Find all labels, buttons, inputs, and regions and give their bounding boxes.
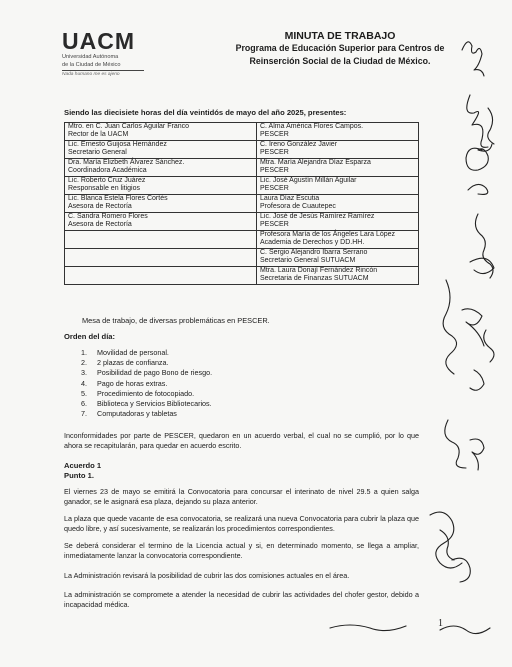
attendee-role: PESCER [260, 149, 289, 157]
attendee-name: Lic. José de Jesús Ramírez Ramírez [260, 213, 375, 220]
agreement-paragraph: El viernes 23 de mayo se emitirá la Convocatoria para concursar el interinato de nivel 29.5 a quien salga ganador, se le asignará esa plaza, dejando su plaza anterior. [64, 487, 419, 507]
document-title: MINUTA DE TRABAJO [284, 30, 396, 42]
attendee-name: Laura Díaz Escutia [260, 195, 320, 202]
signature-mark [488, 108, 494, 144]
empty-cell [65, 249, 257, 267]
list-item [81, 358, 212, 368]
agreement-paragraph: La Administración revisará la posibilidad de cubrir las dos comisiones actuales en el área. [64, 571, 350, 580]
attendee-role: Secretario General [68, 149, 127, 157]
table-row [65, 159, 419, 177]
item-text: Computadoras y tabletas [97, 409, 177, 419]
table-row [65, 267, 419, 285]
signature-mark [470, 370, 484, 390]
attendee-cell [257, 195, 419, 213]
attendee-role: PESCER [260, 185, 289, 193]
attendee-cell [65, 195, 257, 213]
attendee-name: C. Alma América Flores Campos. [260, 123, 364, 130]
empty-cell [65, 231, 257, 249]
list-item [81, 348, 212, 358]
signature-mark [467, 95, 488, 147]
attendee-role: Asesora de Rectoría [68, 221, 132, 229]
attendee-cell [257, 213, 419, 231]
agenda-heading: Orden del día: [64, 332, 116, 341]
item-number: 6. [81, 399, 87, 409]
attendee-cell [65, 213, 257, 231]
signature-mark [452, 558, 470, 582]
item-number: 5. [81, 388, 87, 398]
table-row [65, 177, 419, 195]
signature-mark [440, 530, 454, 560]
attendee-cell [65, 159, 257, 177]
table-row [65, 141, 419, 159]
list-item [81, 368, 212, 378]
item-text: Biblioteca y Servicios Bibliotecarios. [97, 399, 212, 409]
intro-statement: Siendo las diecisiete horas del día veintidós de mayo del año 2025, presentes: [64, 108, 347, 117]
list-item [81, 389, 212, 399]
agreement-paragraph: Se deberá considerar el termino de la Licencia actual y si, en determinado momento, se llega a ampliar, inmediatamente lanzar la convocatoria correspondiente. [64, 541, 419, 561]
attendee-cell [65, 123, 257, 141]
item-number: 7. [81, 409, 87, 419]
signature-mark [440, 626, 490, 634]
attendee-name: Lic. José Agustín Millán Aguilar [260, 177, 357, 184]
table-row [65, 231, 419, 249]
item-text: Movilidad de personal. [97, 348, 169, 357]
attendee-role: PESCER [260, 167, 289, 175]
attendee-name: Mtra. María Alejandra Díaz Esparza [260, 159, 371, 166]
list-item [81, 409, 212, 419]
attendee-name: Profesora María de los Ángeles Lara López [260, 231, 396, 238]
attendee-name: Dra. María Elizbeth Álvarez Sánchez. [68, 159, 185, 166]
inconformidades-paragraph: Inconformidades por parte de PESCER, quedaron en un acuerdo verbal, el cual no se cumplió, por lo que ahora se recapitularán, para quedar en acuerdo escrito. [64, 431, 419, 451]
attendee-cell [257, 249, 419, 267]
signature-mark [466, 144, 492, 170]
empty-cell [65, 267, 257, 285]
table-row [65, 213, 419, 231]
signature-mark [445, 420, 466, 468]
attendee-cell [257, 267, 419, 285]
attendee-name: C. Sandra Romero Flores [68, 213, 148, 220]
attendee-role: Secretaria de Finanzas SUTUACM [260, 275, 369, 283]
attendee-role: PESCER [260, 131, 289, 139]
logo-subtitle-2: de la Ciudad de México [62, 62, 121, 69]
point-title: Punto 1. [64, 471, 94, 481]
item-text: 2 plazas de confianza. [97, 358, 169, 368]
signature-mark [470, 439, 484, 470]
attendees-table [64, 122, 419, 285]
agreement-title: Acuerdo 1 [64, 461, 102, 470]
signature-mark [330, 625, 406, 631]
item-text: Posibilidad de pago Bono de riesgo. [97, 368, 213, 378]
program-line-2: Reinserción Social de la Ciudad de México. [249, 56, 431, 66]
list-item [81, 379, 212, 389]
table-row [65, 249, 419, 267]
page-number: 1 [438, 618, 443, 629]
attendee-name: Mtro. en C. Juan Carlos Aguilar Franco [68, 123, 189, 130]
signature-mark [470, 258, 494, 273]
item-number: 1. [81, 348, 87, 357]
uacm-logo [62, 30, 157, 77]
attendee-cell [257, 159, 419, 177]
item-text: Pago de horas extras. [97, 378, 168, 388]
attendee-name: Lic. Blanca Estela Flores Cortés [68, 195, 168, 202]
attendee-role: Coordinadora Académica [68, 167, 147, 175]
signature-mark [430, 512, 462, 568]
attendee-cell [257, 123, 419, 141]
item-number: 2. [81, 358, 87, 368]
table-row [65, 123, 419, 141]
signature-mark [475, 214, 493, 278]
table-row [65, 195, 419, 213]
attendee-role: PESCER [260, 221, 289, 229]
agreement-paragraph: La plaza que quede vacante de esa convocatoria, se realizará una nueva Convocatoria para cubrir la plaza que quedo libre, y así sucesivamente, se realizarán los procedimientos correspondientes. [64, 514, 419, 534]
logo-subtitle-1: Universidad Autónoma [62, 54, 119, 60]
attendee-cell [257, 141, 419, 159]
logo-divider [62, 70, 144, 71]
attendee-name: Mtra. Laura Donají Fernández Rincón [260, 267, 378, 274]
signature-mark [468, 184, 488, 194]
logo-wordmark: UACM [62, 28, 135, 54]
mesa-statement: Mesa de trabajo, de diversas problemáticas en PESCER. [82, 316, 270, 325]
item-number: 3. [81, 368, 87, 378]
attendee-role: Responsable en litigios [68, 185, 140, 193]
attendee-cell [65, 141, 257, 159]
attendee-name: C. Sergio Alejandro Ibarra Serrano [260, 249, 368, 256]
attendee-cell [65, 177, 257, 195]
attendee-role: Secretario General SUTUACM [260, 257, 356, 265]
program-line-1: Programa de Educación Superior para Centros de [235, 43, 445, 53]
item-number: 4. [81, 378, 87, 388]
attendee-name: Lic. Ernesto Guijosa Hernández [68, 141, 167, 148]
item-text: Procedimiento de fotocopiado. [97, 388, 195, 398]
attendee-role: Asesora de Rectoría [68, 203, 132, 211]
agenda-list [81, 348, 212, 419]
attendee-name: Lic. Roberto Cruz Juárez [68, 177, 146, 184]
logo-tagline: Nada humano me es ajeno [62, 71, 120, 77]
signature-mark [462, 309, 484, 346]
attendee-cell [257, 177, 419, 195]
agreement-paragraph: La administración se compromete a atender la necesidad de cubrir las actividades del chofer gestor, debido a incapacidad médica. [64, 590, 419, 610]
list-item [81, 399, 212, 409]
attendee-role: Academia de Derechos y DD.HH. [260, 239, 365, 247]
signature-mark [484, 330, 494, 362]
attendee-name: C. Ireno González Javier [260, 141, 338, 148]
signature-mark [443, 280, 456, 374]
attendee-role: Profesora de Cuautepec [260, 203, 336, 211]
attendee-cell [257, 231, 419, 249]
agreement-heading [64, 461, 101, 482]
attendee-role: Rector de la UACM [68, 131, 129, 139]
